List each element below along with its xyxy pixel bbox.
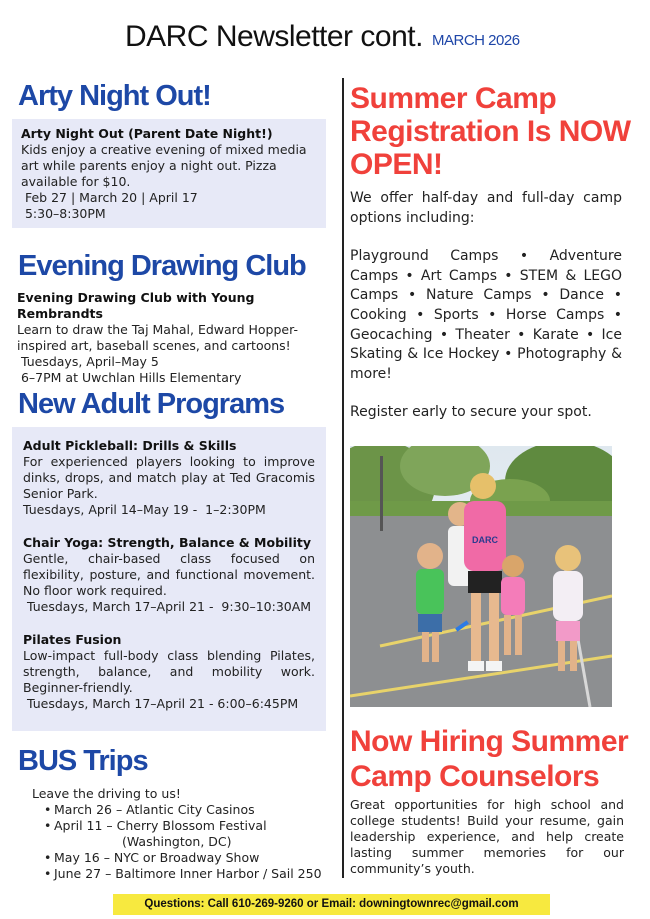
camp-heading: Summer Camp Registration Is NOW OPEN! xyxy=(350,82,631,181)
program-schedule: Tuesdays, March 17–April 21 - 6:00–6:45PM xyxy=(23,696,299,711)
program-schedule: Tuesdays, April 14–May 19 - 1–2:30PM xyxy=(23,502,266,517)
program-schedule: Tuesdays, March 17–April 21 - 9:30–10:30AM xyxy=(23,599,312,614)
drawing-subtitle: Evening Drawing Club with Young Rembrandts xyxy=(17,290,255,321)
bus-trips xyxy=(32,786,332,882)
program-body: Low-impact full-body class blending Pilates, strength, balance, and mobility work. Beginner-friendly. xyxy=(23,648,315,695)
bus-intro: Leave the driving to us! xyxy=(32,786,181,801)
newsletter-title: DARC Newsletter cont. xyxy=(125,20,423,53)
hiring-body: Great opportunities for high school and college students! Build your resume, gain leadership experience, and help create lasting summer memories for our community’s youth. xyxy=(350,797,624,876)
camp-intro: We offer half-day and full-day camp options including: xyxy=(350,190,622,226)
drawing-body: Learn to draw the Taj Mahal, Edward Hopper-inspired art, baseball scenes, and cartoons! xyxy=(17,322,298,353)
program-title: Chair Yoga: Strength, Balance & Mobility xyxy=(23,535,312,550)
drawing-time: 6–7PM at Uwchlan Hills Elementary xyxy=(17,370,242,385)
bus-trip-item: • April 11 – Cherry Blossom Festival (Washington, DC) xyxy=(44,818,332,850)
program-body: For experienced players looking to improve dinks, drops, and match play at Ted Gracomis Senior Park. xyxy=(23,454,315,501)
arty-body: Kids enjoy a creative evening of mixed media art while parents enjoy a night out. Pizza available for $10. xyxy=(21,142,307,189)
drawing-heading: Evening Drawing Club xyxy=(18,250,306,282)
camp-register: Register early to secure your spot. xyxy=(350,404,592,421)
arty-dates: Feb 27 | March 20 | April 17 xyxy=(21,190,198,205)
contact-footer: Questions: Call 610-269-9260 or Email: downingtownrec@gmail.com xyxy=(113,894,550,915)
adult-heading: New Adult Programs xyxy=(18,388,285,420)
arty-time: 5:30–8:30PM xyxy=(21,206,106,221)
camp-photo xyxy=(350,446,612,707)
arty-heading: Arty Night Out! xyxy=(18,80,211,112)
program-pilates xyxy=(23,632,315,712)
bus-trip-item: • May 16 – NYC or Broadway Show xyxy=(44,850,332,866)
program-body: Gentle, chair-based class focused on flexibility, posture, and functional movement. No floor work required. xyxy=(23,551,315,598)
bus-trip-note: (Washington, DC) xyxy=(122,834,232,849)
drawing-dates: Tuesdays, April–May 5 xyxy=(17,354,159,369)
program-chair-yoga xyxy=(23,535,315,615)
drawing-content xyxy=(17,290,327,386)
program-title: Adult Pickleball: Drills & Skills xyxy=(23,438,237,453)
camp-content xyxy=(350,189,622,423)
camp-list: Playground Camps • Adventure Camps • Art Camps • STEM & LEGO Camps • Nature Camps • Dance • Cooking • Sports • Horse Camps • Geocaching • Theater • Karate • Ice Skating & Ice Hockey • Photography & more! xyxy=(350,248,622,382)
arty-subtitle: Arty Night Out (Parent Date Night!) xyxy=(21,126,273,141)
newsletter-date: MARCH 2026 xyxy=(432,32,520,49)
program-title: Pilates Fusion xyxy=(23,632,122,647)
bus-trip-item: • March 26 – Atlantic City Casinos xyxy=(44,802,332,818)
shirt-text: DARC xyxy=(472,535,498,545)
hiring-heading: Now Hiring Summer Camp Counselors xyxy=(350,725,629,793)
bus-trip-item: • June 27 – Baltimore Inner Harbor / Sail 250 xyxy=(44,866,332,882)
arty-content xyxy=(21,126,321,222)
bus-heading: BUS Trips xyxy=(18,745,148,777)
column-divider xyxy=(342,78,344,878)
program-pickleball xyxy=(23,438,315,518)
bus-trip-list xyxy=(32,802,332,882)
